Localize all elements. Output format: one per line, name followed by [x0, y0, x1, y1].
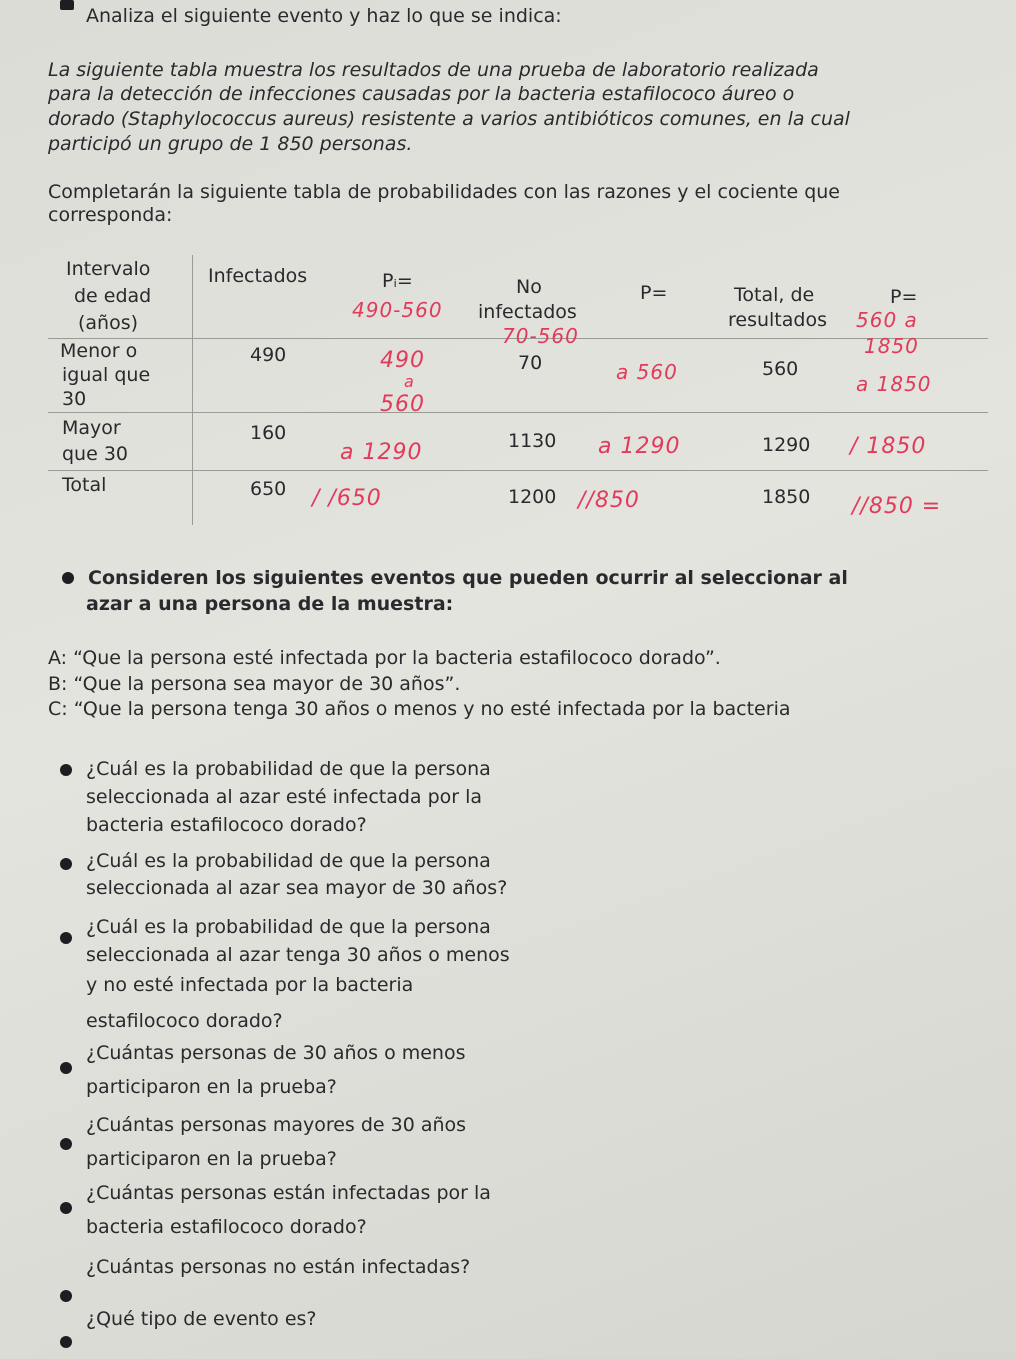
handwriting-p2-header-a: 560 a — [856, 308, 918, 332]
header-p2: P= — [890, 286, 918, 308]
question-7-bullet — [60, 1290, 72, 1302]
row2-total: 1290 — [762, 434, 811, 456]
question-8-bullet — [60, 1336, 72, 1348]
row1-infectados: 490 — [250, 344, 287, 366]
row3-total: 1850 — [762, 486, 811, 508]
question-1-line-1: ¿Cuál es la probabilidad de que la persona — [86, 758, 491, 780]
intro-line-1: La siguiente tabla muestra los resultados de una prueba de laboratorio realizada — [48, 59, 819, 81]
row1-p2: a 1850 — [856, 372, 932, 396]
question-2-bullet — [60, 858, 72, 870]
question-4-line-1: ¿Cuántas personas de 30 años o menos — [86, 1042, 466, 1064]
question-1-line-3: bacteria estafilococo dorado? — [86, 814, 367, 836]
header-intervalo-1: Intervalo — [66, 258, 151, 280]
row1-pi-a: 490 — [380, 348, 425, 373]
question-1-line-2: seleccionada al azar esté infectada por la — [86, 786, 483, 808]
row1-pi-c: 560 — [380, 392, 425, 417]
row3-p2: //850 = — [852, 494, 942, 519]
question-6-line-1: ¿Cuántas personas están infectadas por la — [86, 1182, 491, 1204]
row3-p1: //850 — [578, 488, 640, 513]
intro-line-3: dorado (Staphylococcus aureus) resistente a varios antibióticos comunes, en la cual — [48, 108, 850, 130]
event-b: B: “Que la persona sea mayor de 30 años”. — [48, 673, 461, 695]
row1-label-1: Menor o — [60, 340, 138, 362]
events-heading-1: Consideren los siguientes eventos que pueden ocurrir al seleccionar al — [88, 567, 848, 589]
row1-pi-b: a — [404, 372, 415, 391]
question-5-bullet — [60, 1138, 72, 1150]
header-infectados-2: infectados — [478, 301, 577, 323]
row2-label-1: Mayor — [62, 417, 121, 439]
events-heading-2: azar a una persona de la muestra: — [86, 593, 454, 615]
question-4-bullet — [60, 1062, 72, 1074]
row3-infectados: 650 — [250, 478, 287, 500]
header-infectados: Infectados — [208, 265, 308, 287]
handwriting-p2-header-b: 1850 — [864, 334, 919, 358]
event-a: A: “Que la persona esté infectada por la bacteria estafilococo dorado”. — [48, 647, 721, 669]
question-3-line-3: y no esté infectada por la bacteria — [86, 974, 414, 996]
event-c: C: “Que la persona tenga 30 años o menos y no esté infectada por la bacteria — [48, 698, 791, 720]
question-1-bullet — [60, 764, 72, 776]
intro-line-2: para la detección de infecciones causadas por la bacteria estafilococo áureo o — [48, 83, 795, 105]
header-total-1: Total, de — [734, 284, 815, 306]
header-no: No — [516, 276, 542, 298]
question-3-line-4: estafilococo dorado? — [86, 1010, 283, 1032]
row2-label-2: que 30 — [62, 443, 129, 465]
row1-total: 560 — [762, 358, 799, 380]
question-7-line-1: ¿Cuántas personas no están infectadas? — [86, 1256, 471, 1278]
question-2-line-2: seleccionada al azar sea mayor de 30 años? — [86, 877, 508, 899]
header-pi: Pᵢ= — [382, 270, 413, 292]
question-5-line-1: ¿Cuántas personas mayores de 30 años — [86, 1114, 467, 1136]
question-5-line-2: participaron en la prueba? — [86, 1148, 337, 1170]
row2-p1: a 1290 — [598, 434, 681, 459]
header-intervalo-3: (años) — [78, 312, 139, 334]
question-3-line-1: ¿Cuál es la probabilidad de que la persona — [86, 916, 491, 938]
row1-label-3: 30 — [62, 388, 87, 410]
row2-no-infectados: 1130 — [508, 430, 557, 452]
question-3-line-2: seleccionada al azar tenga 30 años o menos — [86, 944, 510, 966]
instruction-text: Analiza el siguiente evento y haz lo que se indica: — [86, 5, 562, 27]
row1-p1: a 560 — [616, 360, 678, 384]
handwriting-noinf-header: 70-560 — [502, 324, 579, 348]
intro-line-4: participó un grupo de 1 850 personas. — [48, 133, 413, 155]
question-3-bullet — [60, 932, 72, 944]
row3-pi: / /650 — [312, 486, 382, 511]
row2-pi: a 1290 — [340, 440, 423, 465]
question-4-line-2: participaron en la prueba? — [86, 1076, 337, 1098]
header-total-2: resultados — [728, 309, 827, 331]
task-line-1: Completarán la siguiente tabla de probabilidades con las razones y el cociente que — [48, 181, 840, 203]
task-line-2: corresponda: — [48, 204, 173, 226]
question-6-bullet — [60, 1202, 72, 1214]
handwriting-pi-header: 490-560 — [352, 298, 443, 322]
table-row-divider-3 — [48, 470, 988, 471]
question-8-line-1: ¿Qué tipo de evento es? — [86, 1308, 317, 1330]
header-p1: P= — [640, 282, 668, 304]
row3-label: Total — [62, 474, 107, 496]
row1-label-2: igual que — [62, 364, 151, 386]
top-bullet-mark — [60, 0, 74, 10]
question-6-line-2: bacteria estafilococo dorado? — [86, 1216, 367, 1238]
table-row-divider-2 — [48, 412, 988, 413]
question-2-line-1: ¿Cuál es la probabilidad de que la persona — [86, 850, 491, 872]
row2-p2: / 1850 — [850, 434, 927, 459]
row2-infectados: 160 — [250, 422, 287, 444]
header-intervalo-2: de edad — [74, 285, 152, 307]
row3-no-infectados: 1200 — [508, 486, 557, 508]
table-left-rule — [192, 255, 193, 525]
events-bullet — [62, 572, 74, 584]
row1-no-infectados: 70 — [518, 352, 543, 374]
